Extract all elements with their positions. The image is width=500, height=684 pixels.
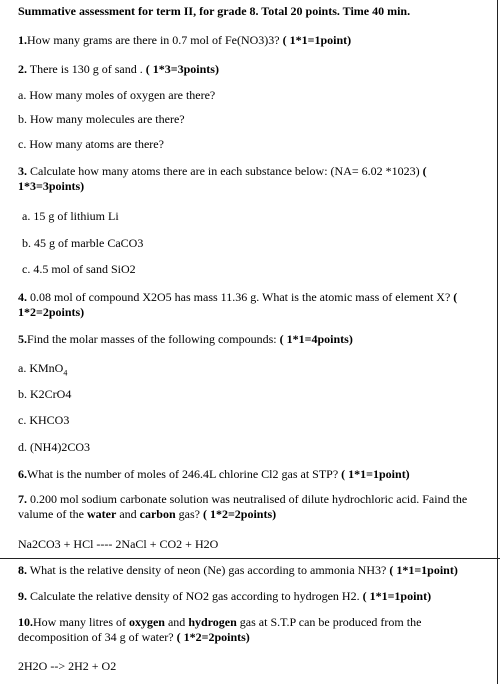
- q5-text: Find the molar masses of the following compounds:: [27, 332, 280, 346]
- q3-part-a: a. 15 g of lithium Li: [22, 209, 119, 223]
- q10-oxygen: oxygen: [128, 615, 165, 629]
- question-6: [18, 467, 410, 482]
- q10-equation: 2H2O --> 2H2 + O2: [18, 659, 117, 673]
- page-title: Summative assessment for term II, for grade 8. Total 20 points. Time 40 min.: [18, 4, 411, 18]
- q4-text: 0.08 mol of compound X2O5 has mass 11.36 g. What is the atomic mass of element X?: [27, 290, 454, 304]
- q2-part-b: b. How many molecules are there?: [18, 112, 185, 126]
- q8-points: ( 1*1=1point): [389, 563, 458, 577]
- q9-points: ( 1*1=1point): [362, 589, 432, 603]
- q5-number: 5.: [18, 332, 27, 346]
- q2-text: There is 130 g of sand .: [27, 62, 146, 76]
- q5-points: ( 1*1=4points): [279, 332, 353, 346]
- q6-text: What is the number of moles of 246.4L chlorine Cl2 gas at STP?: [27, 467, 342, 481]
- q7-carbon: carbon: [139, 507, 176, 521]
- q4-points: ( 1*2=2points): [18, 290, 458, 319]
- q1-points: ( 1*1=1point): [282, 33, 352, 47]
- question-2: [18, 62, 219, 77]
- q7-and: and: [116, 507, 140, 521]
- q3-points: ( 1*3=3points): [18, 164, 427, 193]
- q7-text: 0.200 mol sodium carbonate solution was neutralised of dilute hydrochloric acid. Faind the valume of the: [18, 492, 468, 521]
- q3-part-b: b. 45 g of marble CaCO3: [22, 236, 144, 250]
- q10-points: ( 1*2=2points): [176, 630, 250, 644]
- q3-text: Calculate how many atoms there are in each substance below: (NA= 6.02 *1023): [27, 164, 423, 178]
- q10-hydrogen: hydrogen: [188, 615, 237, 629]
- q5-part-b: b. K2CrO4: [18, 387, 72, 401]
- q7-equation: Na2CO3 + HCl ---- 2NaCl + CO2 + H2O: [18, 537, 219, 551]
- question-3: [18, 164, 494, 194]
- q3-part-c: c. 4.5 mol of sand SiO2: [22, 262, 136, 276]
- right-border-line: [497, 0, 498, 684]
- q1-number: 1.: [18, 33, 27, 47]
- q2-number: 2.: [18, 62, 27, 76]
- q3-number: 3.: [18, 164, 27, 178]
- q8-text: What is the relative density of neon (Ne) gas according to ammonia NH3?: [27, 563, 390, 577]
- q10-text-end: gas at S.T.P can be produced from the decomposition of 34 g of water?: [18, 615, 422, 644]
- q7-water: water: [86, 507, 117, 521]
- q5-part-c: c. KHCO3: [18, 413, 70, 427]
- question-1: [18, 33, 351, 48]
- q8-number: 8.: [18, 563, 27, 577]
- divider-line: [0, 558, 500, 559]
- q2-part-c: c. How many atoms are there?: [18, 137, 164, 151]
- q6-points: ( 1*1=1point): [341, 467, 410, 481]
- q10-and: and: [164, 615, 189, 629]
- question-8: [18, 563, 458, 578]
- q4-number: 4.: [18, 290, 27, 304]
- q10-text: How many litres of: [33, 615, 129, 629]
- question-10: [18, 615, 494, 645]
- question-9: [18, 589, 431, 604]
- q2-points: ( 1*3=3points): [145, 62, 219, 76]
- q5-part-a-subscript: 4: [63, 368, 68, 378]
- question-7: [18, 492, 494, 522]
- q7-number: 7.: [18, 492, 27, 506]
- q1-text: How many grams are there in 0.7 mol of Fe(NO3)3?: [27, 33, 283, 47]
- q5-part-d: d. (NH4)2CO3: [18, 440, 90, 454]
- q5-part-a-formula: a. KMnO: [18, 361, 64, 375]
- question-5: [18, 332, 353, 347]
- q9-text: Calculate the relative density of NO2 gas according to hydrogen H2.: [27, 589, 363, 603]
- q2-part-a: a. How many moles of oxygen are there?: [18, 88, 216, 102]
- q9-number: 9.: [18, 589, 27, 603]
- q10-number: 10.: [18, 615, 33, 629]
- q7-text-end: gas?: [175, 507, 203, 521]
- q5-part-a: [18, 361, 67, 380]
- q6-number: 6.: [18, 467, 27, 481]
- q7-points: ( 1*2=2points): [202, 507, 277, 521]
- question-4: [18, 290, 494, 320]
